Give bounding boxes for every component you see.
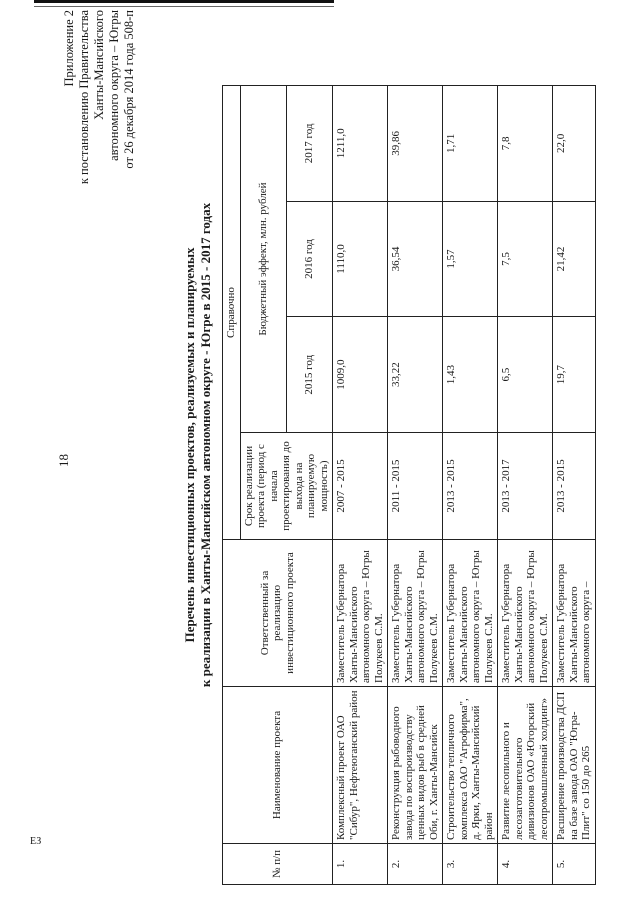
- row-2016: 36,54: [388, 201, 443, 317]
- header-responsible: Ответственный за реализацию инвестиционного проекта: [223, 540, 333, 687]
- appendix-line-1: Приложение 2: [62, 10, 76, 87]
- row-term: 2013 - 2017: [498, 433, 553, 540]
- row-2017: 7,8: [498, 86, 553, 202]
- row-name: Комплексный проект ОАО "Сибур", Нефтеюганский район: [333, 687, 388, 844]
- header-name: Наименование проекта: [223, 687, 333, 844]
- row-responsible: Заместитель Губернатора Ханты-Мансийского автономного округа –: [553, 540, 596, 687]
- table-row: [388, 86, 443, 885]
- row-2015: 1,43: [443, 317, 498, 433]
- page-number: 18: [56, 454, 71, 467]
- row-num: 1.: [333, 844, 388, 885]
- row-2016: 1,57: [443, 201, 498, 317]
- row-term: 2013 - 2015: [553, 433, 596, 540]
- row-responsible: Заместитель Губернатора Ханты-Мансийского автономного округа – Югры Полукеев С.М.: [333, 540, 388, 687]
- row-term: 2011 - 2015: [388, 433, 443, 540]
- row-responsible: Заместитель Губернатора Ханты-Мансийского автономного округа – Югры Полукеев С.М.: [443, 540, 498, 687]
- row-term: 2007 - 2015: [333, 433, 388, 540]
- row-2016: 21,42: [553, 201, 596, 317]
- projects-table: [222, 85, 596, 885]
- row-2016: 7,5: [498, 201, 553, 317]
- header-num: № п/п: [223, 844, 333, 885]
- row-2017: 22,0: [553, 86, 596, 202]
- row-num: 3.: [443, 844, 498, 885]
- header-2016: 2016 год: [286, 201, 332, 317]
- row-name: Расширение производства ДСП на базе завода ОАО "Югра-Плит" со 150 до 265: [553, 687, 596, 844]
- row-name: Реконструкция рыбоводного завода по воспроизводству ценных видов рыб в средней Оби, г. Ханты-Мансийск: [388, 687, 443, 844]
- row-num: 4.: [498, 844, 553, 885]
- title-line-1: Перечень инвестиционных проектов, реализуемых и планируемых: [182, 247, 197, 643]
- table-row: [553, 86, 596, 885]
- header-budget: Бюджетный эффект, млн. рублей: [240, 86, 286, 433]
- header-term: Срок реализации проекта (период с начала проектирования до выхода на планируемую мощность): [240, 433, 333, 540]
- appendix-block: [62, 10, 137, 290]
- row-name: Строительство тепличного комплекса ОАО "Агрофирма", д. Ярки, Ханты-Мансийский район: [443, 687, 498, 844]
- header-2015: 2015 год: [286, 317, 332, 433]
- row-2017: 1211,0: [333, 86, 388, 202]
- row-responsible: Заместитель Губернатора Ханты-Мансийского автономного округа – Югры Полукеев С.М.: [498, 540, 553, 687]
- table-row: [333, 86, 388, 885]
- row-num: 5.: [553, 844, 596, 885]
- appendix-line-4: автономного округа – Югры: [107, 10, 121, 161]
- row-responsible: Заместитель Губернатора Ханты-Мансийского автономного округа – Югры Полукеев С.М.: [388, 540, 443, 687]
- appendix-line-3: Ханты-Мансийского: [92, 10, 106, 120]
- row-2015: 6,5: [498, 317, 553, 433]
- row-term: 2013 - 2015: [443, 433, 498, 540]
- row-2015: 1009,0: [333, 317, 388, 433]
- row-2015: 33,22: [388, 317, 443, 433]
- table-row: [498, 86, 553, 885]
- appendix-line-5: от 26 декабря 2014 года 508-п: [122, 10, 136, 169]
- table-row: [443, 86, 498, 885]
- row-2017: 39,86: [388, 86, 443, 202]
- document-title: [182, 105, 214, 785]
- header-2017: 2017 год: [286, 86, 332, 202]
- appendix-line-2: к постановлению Правительства: [77, 10, 91, 185]
- header-row-1: [223, 86, 241, 885]
- row-name: Развитие лесопильного и лесозаготовительного дивизионов ОАО «Югорский лесопромышленный холдинг»: [498, 687, 553, 844]
- title-line-2: к реализации в Ханты-Мансийском автономном округе - Югре в 2015 - 2017 годах: [198, 202, 213, 688]
- header-reference: Справочно: [223, 86, 241, 540]
- row-2015: 19,7: [553, 317, 596, 433]
- row-num: 2.: [388, 844, 443, 885]
- row-2017: 1,71: [443, 86, 498, 202]
- row-2016: 1110,0: [333, 201, 388, 317]
- edge-mark: ЕЗ: [30, 836, 42, 847]
